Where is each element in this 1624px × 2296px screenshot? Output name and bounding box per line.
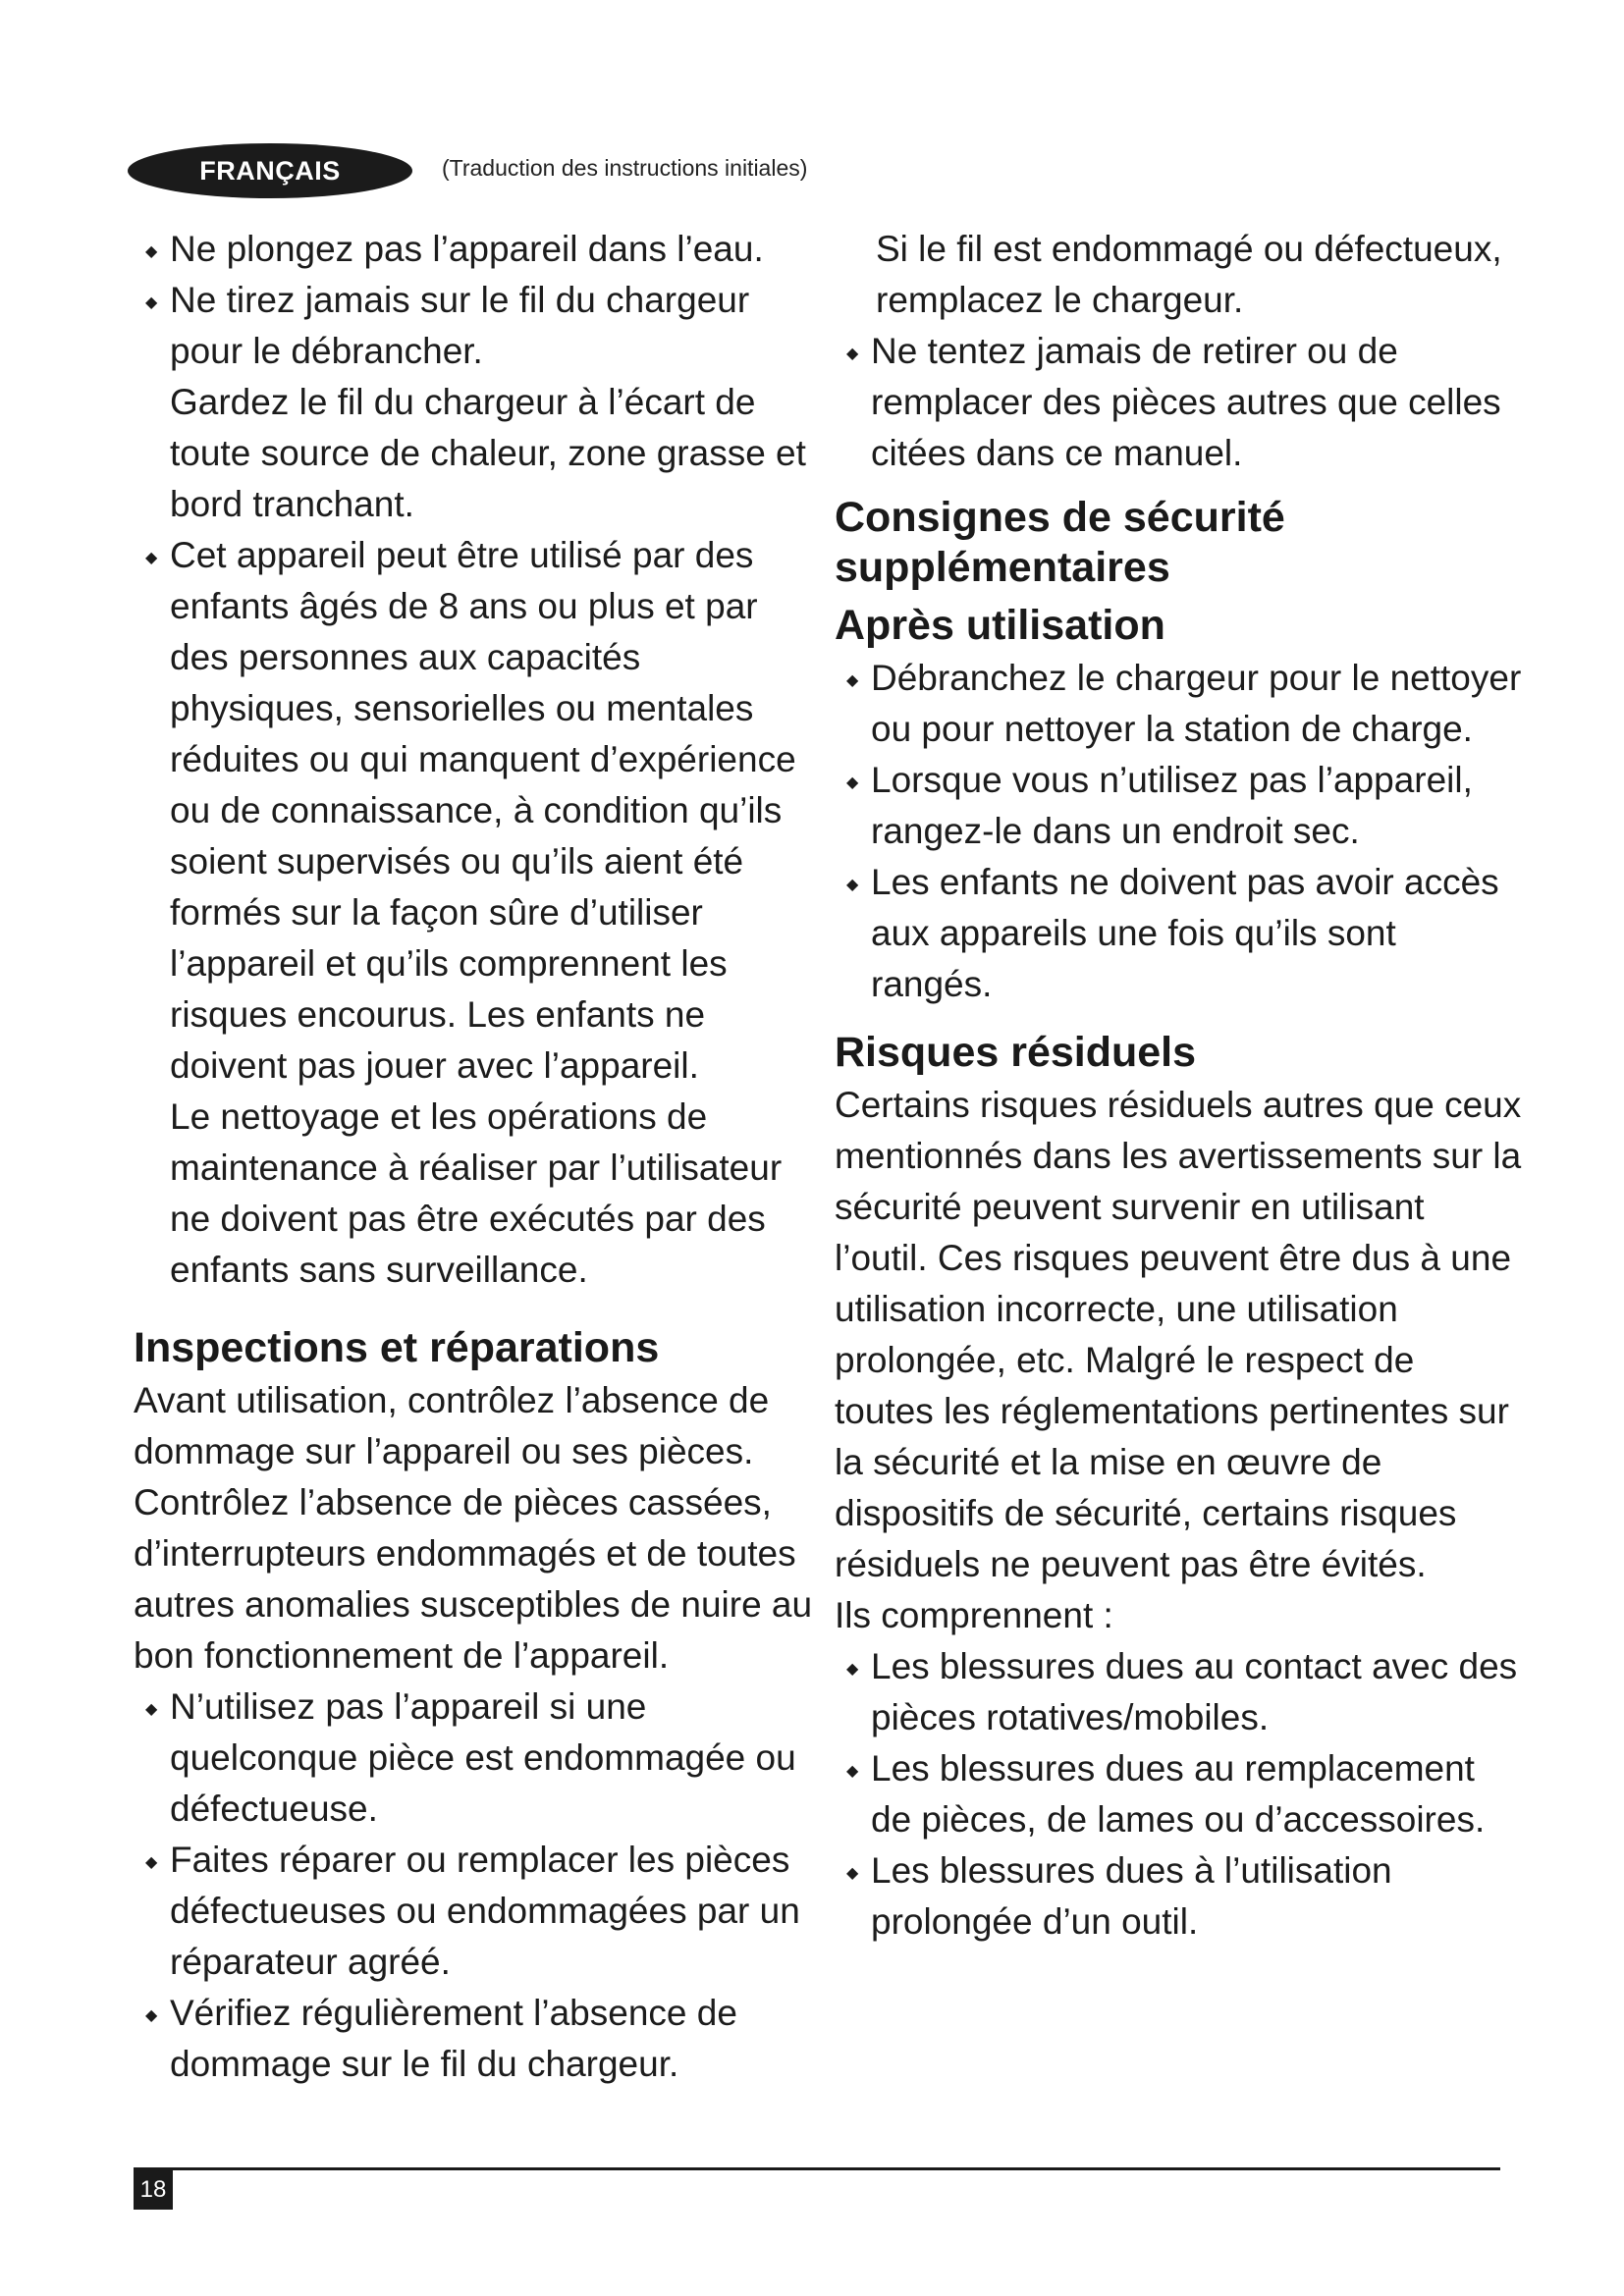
- list-item: [134, 1988, 821, 2090]
- list-item-continuation: Le nettoyage et les opérations de maintenance à réaliser par l’utilisateur ne doivent pas être exécutés par des enfants sans surveillance.: [170, 1096, 783, 1290]
- list-item: [835, 653, 1522, 755]
- list-item: [134, 275, 821, 530]
- diamond-bullet-icon: ◆: [846, 1661, 859, 1678]
- right-column: [835, 224, 1522, 1948]
- list-item: [835, 1641, 1522, 1743]
- risques-intro: Certains risques résiduels autres que ceux mentionnés dans les avertissements sur la sécurité peuvent survenir en utilisant l’outil. Ces risques peuvent être dus à une utilisation incorrecte, une utilisation prolongée, etc. Malgré le respect de toutes les réglementations pertinentes sur la sécurité et la mise en œuvre de dispositifs de sécurité, certains risques résiduels ne peuvent pas être évités.: [835, 1085, 1522, 1584]
- section-heading-inspections: Inspections et réparations: [134, 1324, 660, 1371]
- diamond-bullet-icon: ◆: [846, 877, 859, 893]
- left-column: [134, 224, 821, 2090]
- risques-lead: Ils comprennent :: [835, 1595, 1113, 1635]
- section-heading-risques-residuels: Risques résiduels: [835, 1029, 1197, 1076]
- list-item-text: Lorsque vous n’utilisez pas l’appareil, rangez-le dans un endroit sec.: [871, 760, 1473, 851]
- list-item: [835, 326, 1522, 479]
- list-item-text: Les blessures dues à l’utilisation prolongée d’un outil.: [871, 1850, 1392, 1942]
- translation-note: (Traduction des instructions initiales): [442, 155, 808, 181]
- diamond-bullet-icon: ◆: [145, 294, 158, 311]
- list-item-continuation: Gardez le fil du chargeur à l’écart de toute source de chaleur, zone grasse et bord tranchant.: [170, 382, 806, 524]
- diamond-bullet-icon: ◆: [846, 346, 859, 362]
- list-item: [134, 1682, 821, 1835]
- diamond-bullet-icon: ◆: [145, 2007, 158, 2024]
- diamond-bullet-icon: ◆: [846, 672, 859, 689]
- list-item-text: Vérifiez régulièrement l’absence de dommage sur le fil du chargeur.: [170, 1993, 737, 2084]
- page-number: 18: [134, 2170, 173, 2210]
- inspections-intro: Avant utilisation, contrôlez l’absence de dommage sur l’appareil ou ses pièces. Contrôlez l’absence de pièces cassées, d’interrupteurs endommagés et de toutes autres anomalies susceptibles de nuire au bon fonctionnement de l’appareil.: [134, 1380, 813, 1676]
- diamond-bullet-icon: ◆: [145, 243, 158, 260]
- diamond-bullet-icon: ◆: [145, 550, 158, 566]
- diamond-bullet-icon: ◆: [145, 1701, 158, 1718]
- list-item-text: Les blessures dues au remplacement de pièces, de lames ou d’accessoires.: [871, 1748, 1486, 1840]
- list-item: [835, 1845, 1522, 1948]
- diamond-bullet-icon: ◆: [846, 1865, 859, 1882]
- list-item-text: Cet appareil peut être utilisé par des enfants âgés de 8 ans ou plus et par des personnes aux capacités physiques, sensorielles ou mentales réduites ou qui manquent d’expérience ou de connaissance, à condition qu’ils soient supervisés ou qu’ils aient été formés sur la façon sûre d’utiliser l’appareil et qu’ils comprennent les risques encourus. Les enfants ne doivent pas jouer avec l’appareil.: [170, 535, 796, 1086]
- list-item-text: N’utilisez pas l’appareil si une quelconque pièce est endommagée ou défectueuse.: [170, 1686, 796, 1829]
- list-item-text: Ne plongez pas l’appareil dans l’eau.: [170, 229, 764, 269]
- list-item-text: Les blessures dues au contact avec des pièces rotatives/mobiles.: [871, 1646, 1518, 1737]
- list-item-text: Débranchez le chargeur pour le nettoyer ou pour nettoyer la station de charge.: [871, 658, 1522, 749]
- list-item-text: Ne tentez jamais de retirer ou de remplacer des pièces autres que celles citées dans ce manuel.: [871, 331, 1501, 473]
- list-item: [835, 857, 1522, 1010]
- list-item: [134, 224, 821, 275]
- footer-rule: [134, 2167, 1500, 2170]
- list-item-text: Faites réparer ou remplacer les pièces défectueuses ou endommagées par un réparateur agréé.: [170, 1840, 800, 1982]
- list-item-text: Ne tirez jamais sur le fil du chargeur pour le débrancher.: [170, 280, 750, 371]
- list-item: [134, 530, 821, 1296]
- list-item-continuation: Si le fil est endommagé ou défectueux, remplacez le chargeur.: [876, 229, 1502, 320]
- diamond-bullet-icon: ◆: [145, 1854, 158, 1871]
- section-heading-apres-utilisation: Après utilisation: [835, 602, 1165, 649]
- section-heading-consignes: Consignes de sécurité supplémentaires: [835, 494, 1285, 591]
- list-item: [134, 1835, 821, 1988]
- list-item: [835, 755, 1522, 857]
- list-item: [835, 1743, 1522, 1845]
- language-badge: FRANÇAIS: [128, 143, 412, 198]
- diamond-bullet-icon: ◆: [846, 774, 859, 791]
- diamond-bullet-icon: ◆: [846, 1763, 859, 1780]
- list-item-text: Les enfants ne doivent pas avoir accès aux appareils une fois qu’ils sont rangés.: [871, 862, 1499, 1004]
